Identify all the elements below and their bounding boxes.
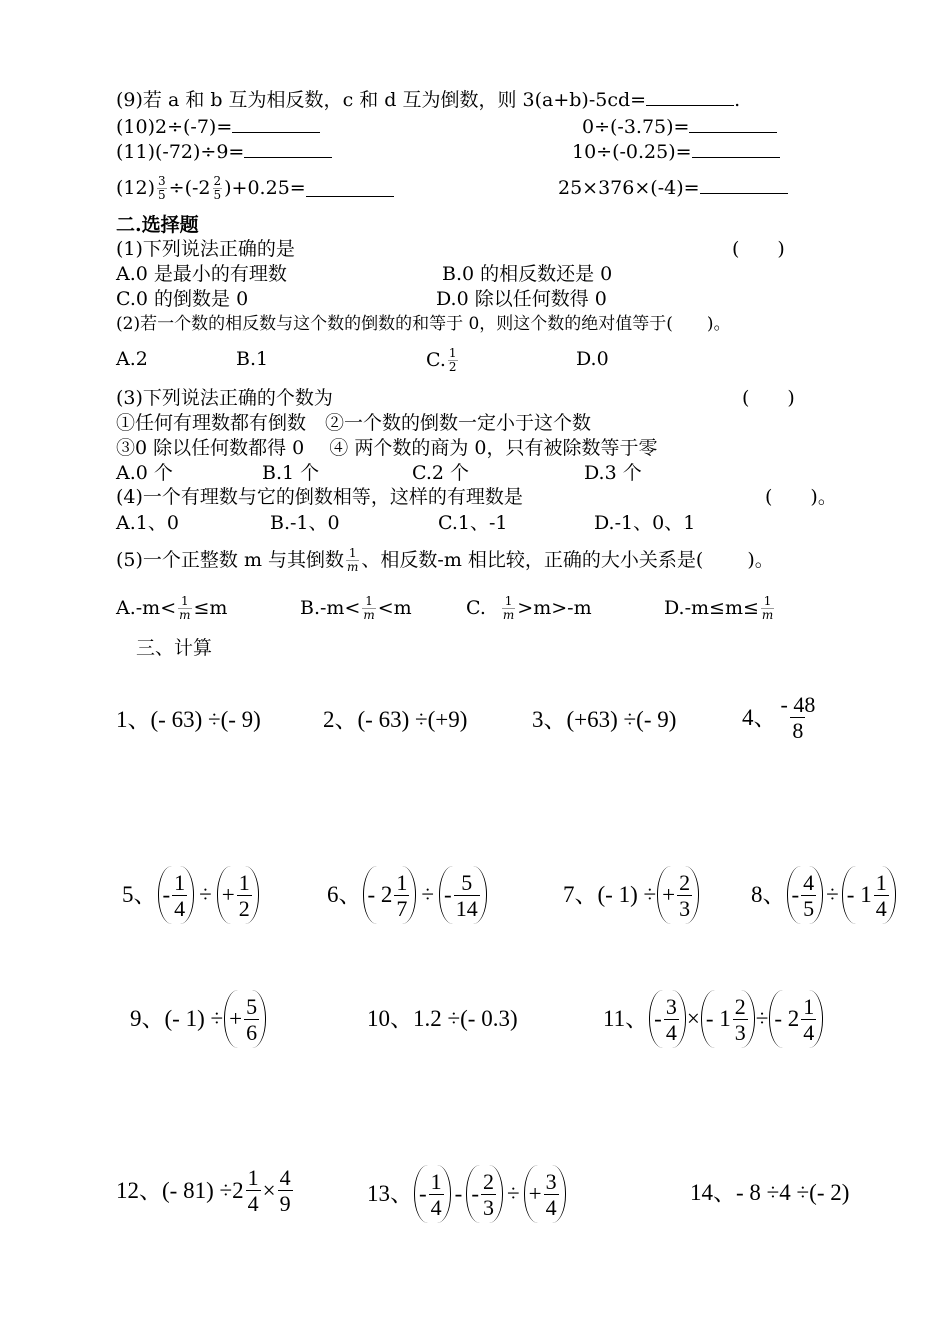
- parenthesis-group: + $\frac{2}{3}$: [657, 866, 699, 924]
- fraction: 1 4: [875, 869, 887, 921]
- question-2: (2)若一个数的相反数与这个数的倒数的和等于 0，则这个数的绝对值等于( )。: [116, 314, 731, 334]
- parenthesis-group: - 2 1 7: [363, 866, 417, 924]
- fraction: $\frac{4}{9}$: [279, 1165, 291, 1216]
- fraction: $\frac{2}{3}$: [679, 869, 691, 921]
- parenthesis-group: - 2 1 4: [769, 990, 823, 1048]
- answer-blank[interactable]: [689, 115, 777, 133]
- parenthesis-group: - 4 5: [787, 866, 824, 924]
- option-c: C.1、-1: [438, 512, 508, 534]
- parenthesis-group: - 2 3: [466, 1165, 503, 1223]
- problem-4: 4、 - 48 8: [742, 692, 816, 743]
- fraction: $\frac{5}{6}$: [246, 993, 258, 1045]
- option-a: A.-m< $\frac{1}{m}$ ≤m: [116, 593, 228, 622]
- fraction: 1 4: [174, 869, 186, 921]
- answer-blank[interactable]: [692, 140, 780, 158]
- problem-1: 1、(- 63) ÷(- 9): [116, 707, 261, 732]
- problem-13: 13、 - 1 4 - - 2 3 ÷ + $\frac{3}{4}$: [367, 1165, 567, 1223]
- option-c: C. $\frac{1}{2}$: [426, 345, 457, 374]
- fraction: 1 7: [396, 869, 408, 921]
- answer-paren[interactable]: ( ): [742, 387, 795, 409]
- option-b: B.0 的相反数还是 0: [442, 263, 613, 285]
- fraction: $\frac{3}{4}$: [545, 1168, 557, 1220]
- fraction: 1 4: [803, 993, 815, 1045]
- answer-blank[interactable]: [244, 140, 332, 158]
- answer-blank[interactable]: [232, 115, 320, 133]
- fraction: 1 4: [430, 1168, 442, 1220]
- answer-blank[interactable]: [646, 88, 734, 106]
- option-d: D.3 个: [584, 462, 642, 484]
- fraction: - 48 8: [780, 692, 816, 743]
- fraction: $\frac{1}{m}$: [502, 593, 515, 622]
- question-10b: 0÷(-3.75)=: [582, 115, 777, 138]
- statement-line: ①任何有理数都有倒数 ②一个数的倒数一定小于这个数: [116, 412, 592, 434]
- question-4: (4)一个有理数与它的倒数相等，这样的有理数是: [116, 486, 523, 508]
- question-11b: 10÷(-0.25)=: [572, 140, 780, 163]
- problem-14: 14、- 8 ÷4 ÷(- 2): [690, 1180, 850, 1205]
- problem-10: 10、1.2 ÷(- 0.3): [367, 1006, 518, 1031]
- option-d: D.-1、0、1: [594, 512, 696, 534]
- fraction: $\frac{1}{2}$: [238, 869, 250, 921]
- parenthesis-group: - 1 4: [158, 866, 195, 924]
- option-a: A.0 是最小的有理数: [116, 263, 287, 285]
- option-b: B.1 个: [262, 462, 320, 484]
- fraction: $\frac{3}{5}$: [158, 173, 166, 202]
- parenthesis-group: + $\frac{5}{6}$: [224, 990, 266, 1048]
- fraction: 2 3: [483, 1168, 495, 1220]
- problem-6: 6、 - 2 1 7 ÷ - 5 14: [327, 866, 488, 924]
- question-11a: (11)(-72)÷9=: [116, 140, 332, 163]
- fraction: 3 4: [665, 993, 677, 1045]
- fraction: $\frac{1}{2}$: [448, 345, 457, 374]
- option-d: D.0 除以任何数得 0: [436, 288, 607, 310]
- fraction: 2 3: [734, 993, 746, 1045]
- fraction: $\frac{2}{5}$: [213, 173, 222, 202]
- option-b: B.-m< $\frac{1}{m}$ <m: [300, 593, 412, 622]
- question-12b: 25×376×(-4)=: [558, 176, 788, 199]
- parenthesis-group: - 1 2 3: [701, 990, 755, 1048]
- problem-7: 7、(- 1) ÷ + $\frac{2}{3}$: [563, 866, 700, 924]
- option-b: B.-1、0: [270, 512, 340, 534]
- option-b: B.1: [236, 348, 269, 370]
- option-d: D.-m≤m≤ $\frac{1}{m}$: [664, 593, 774, 622]
- problem-11: 11、 - 3 4 × - 1 2 3 ÷ - 2 1 4: [603, 990, 824, 1048]
- option-c: C.0 的倒数是 0: [116, 288, 249, 310]
- parenthesis-group: - 1 4: [414, 1165, 451, 1223]
- problem-12: 12、(- 81) ÷2 $\frac{1}{4}$ × $\frac{4}{9}$: [116, 1165, 291, 1216]
- fraction: $\frac{1}{m}$: [761, 593, 774, 622]
- option-a: A.1、0: [116, 512, 179, 534]
- question-5: (5)一个正整数 m 与其倒数 $\frac{1}{m}$ 、相反数-m 相比较，正确的大小关系是( )。: [116, 545, 774, 574]
- problem-3: 3、(+63) ÷(- 9): [532, 707, 677, 732]
- answer-blank[interactable]: [306, 179, 394, 197]
- question-1: (1)下列说法正确的是: [116, 238, 295, 260]
- statement-line: ③0 除以任何数都得 0 ④ 两个数的商为 0，只有被除数等于零: [116, 437, 658, 459]
- answer-paren[interactable]: ( ): [732, 238, 785, 260]
- parenthesis-group: - 1 1 4: [842, 866, 896, 924]
- fraction: $\frac{1}{m}$: [347, 545, 359, 574]
- fraction: $\frac{1}{4}$: [247, 1165, 259, 1216]
- option-a: A.2: [116, 348, 148, 370]
- question-9: (9)若 a 和 b 互为相反数，c 和 d 互为倒数，则 3(a+b)-5cd= .: [116, 89, 741, 111]
- section-title: 二.选择题: [116, 214, 199, 236]
- parenthesis-group: - 5 14: [439, 866, 487, 924]
- question-12a: (12) $\frac{3}{5}$ ÷(-2 $\frac{2}{5}$ )+0.25=: [116, 168, 394, 208]
- parenthesis-group: + $\frac{1}{2}$: [217, 866, 259, 924]
- option-d: D.0: [576, 348, 609, 370]
- fraction: 5 14: [455, 869, 478, 921]
- question-10a: (10)2÷(-7)=: [116, 115, 320, 138]
- section-title: 三、计算: [136, 637, 213, 659]
- problem-2: 2、(- 63) ÷(+9): [323, 707, 468, 732]
- problem-9: 9、(- 1) ÷ + $\frac{5}{6}$: [130, 990, 267, 1048]
- problem-8: 8、 - 4 5 ÷ - 1 1 4: [751, 866, 897, 924]
- fraction: $\frac{1}{m}$: [363, 593, 375, 622]
- answer-paren[interactable]: ( )。: [765, 486, 837, 508]
- parenthesis-group: - 3 4: [649, 990, 686, 1048]
- fraction: 4 5: [803, 869, 815, 921]
- option-c: C.2 个: [412, 462, 470, 484]
- parenthesis-group: + $\frac{3}{4}$: [524, 1165, 566, 1223]
- fraction: $\frac{1}{m}$: [179, 593, 191, 622]
- question-3: (3)下列说法正确的个数为: [116, 387, 333, 409]
- problem-5: 5、 - 1 4 ÷ + $\frac{1}{2}$: [122, 866, 260, 924]
- answer-blank[interactable]: [700, 176, 788, 194]
- option-a: A.0 个: [116, 462, 173, 484]
- option-c: C. $\frac{1}{m}$ >m>-m: [466, 593, 592, 622]
